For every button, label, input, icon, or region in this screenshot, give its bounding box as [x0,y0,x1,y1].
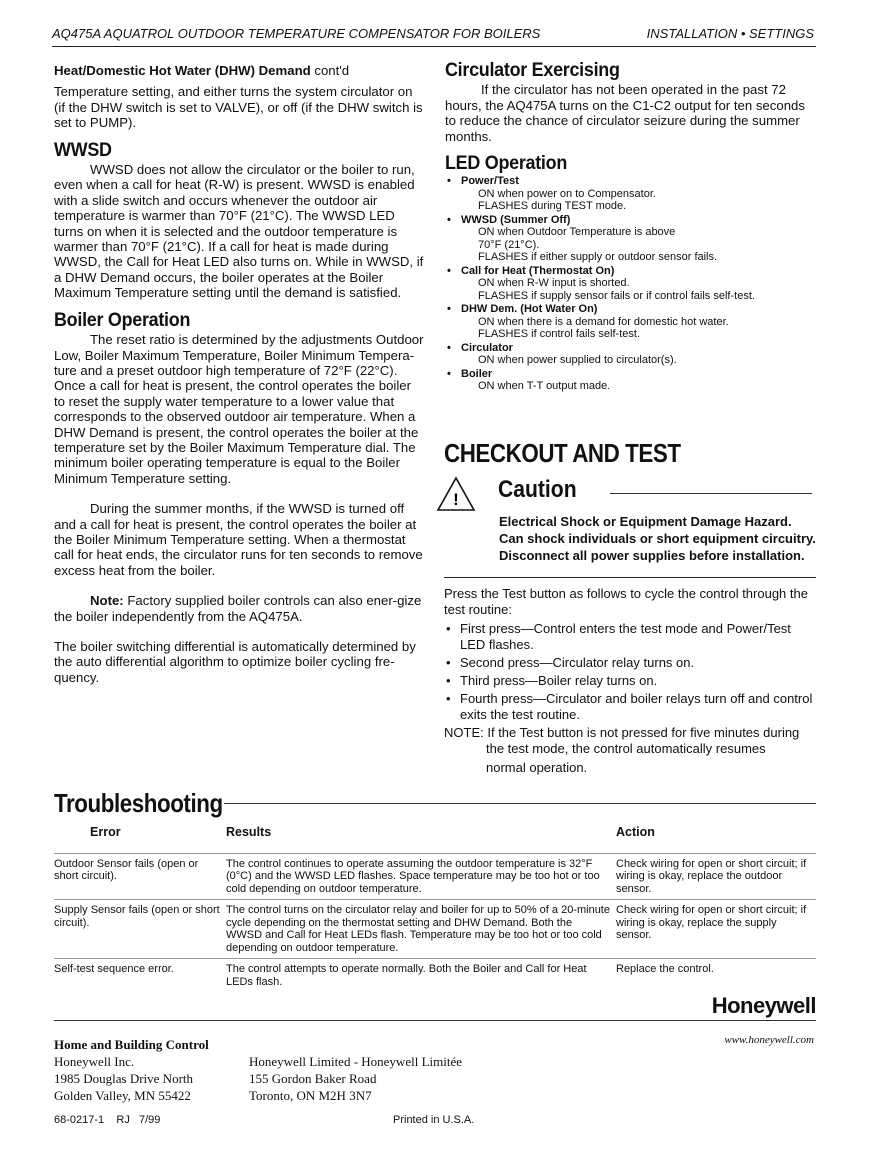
led-label: • DHW Dem. (Hot Water On) [445,303,817,316]
address-line: Golden Valley, MN 55422 [54,1088,191,1103]
led-desc: ON when Outdoor Temperature is above [478,226,676,239]
test-procedure [444,586,816,776]
division-name: Home and Building Control [54,1037,209,1052]
boiler-operation-heading: Boiler Operation [54,308,191,331]
led-operation-heading: LED Operation [445,152,568,175]
table-row [54,853,816,900]
header-title: AQ475A AQUATROL OUTDOOR TEMPERATURE COMPENSATOR FOR BOILERS [52,26,541,41]
led-label: • Call for Heat (Thermostat On) [445,265,817,278]
led-label: • Power/Test [445,175,817,188]
test-step: • First press—Control enters the test mode and Power/Test LED flashes. [444,621,816,653]
troubleshooting-table [54,826,816,992]
address-line: 1985 Douglas Drive North [54,1071,194,1086]
test-step: • Fourth press—Circulator and boiler relays turn off and control exits the test routine. [444,691,816,723]
led-item [445,175,817,213]
differential-paragraph: The boiler switching differential is automatically determined by the auto differential algorithm to optimize boiler cycling fre-quency. [54,639,416,685]
led-list [445,175,817,393]
table-row [54,959,816,993]
address-line: Honeywell Limited - Honeywell Limitée [249,1054,462,1069]
test-note-line: If the Test button is not pressed for five minutes during [487,725,800,740]
test-steps [444,621,816,723]
boiler-paragraph-1: The reset ratio is determined by the adjustments Outdoor Low, Boiler Maximum Temperature, Boiler Minimum Tempera-ture and a preset outdoor high temperature of 72°F (22°C). Once a call for heat is present, the control operates the boiler to reset the supply water temperature to a lower value that corresponds to the observed outdoor air temperature. When a DHW Demand is present, the control operates the boiler at the temperature set by the Boiler Maximum Temperature dial. The minimum boiler operating temperature is equal to the Boiler Minimum Temperature setting. [54,332,424,486]
test-note-line: normal operation. [486,760,588,775]
left-column [54,63,425,697]
canada-address [249,1053,462,1104]
address-line: 155 Gordon Baker Road [249,1071,377,1086]
test-note-label: NOTE: [444,725,484,740]
dhw-paragraph: Temperature setting, and either turns the system circulator on (if the DHW switch is set to VALVE), or off (if the DHW switch is set to PUMP). [54,84,423,131]
action-cell: Check wiring for open or short circuit; if wiring is okay, replace the supply sensor. [616,900,816,959]
troubleshooting-heading: Troubleshooting [54,788,223,818]
results-cell: The control attempts to operate normally. Both the Boiler and Call for Heat LEDs flash. [226,959,616,993]
warning-rule [444,577,816,578]
led-desc: ON when there is a demand for domestic hot water. [478,315,729,328]
test-step: • Third press—Boiler relay turns on. [444,673,816,689]
warning-triangle-icon [436,476,476,512]
error-cell: Self-test sequence error. [54,959,226,993]
document-number: 68-0217-1 RJ 7/99 [54,1114,161,1126]
test-note [444,725,816,776]
caution-symbol: ! [453,490,459,509]
table-row [54,900,816,959]
test-note-line: the test mode, the control automatically resumes [486,741,766,756]
circulator-paragraph: If the circulator has not been operated in the past 72 hours, the AQ475A turns on the C1-C2 output for ten seconds to reduce the chance of circulator seizure during the summer months. [445,82,805,144]
wwsd-heading: WWSD [54,138,112,161]
honeywell-logo: Honeywell [711,993,816,1018]
action-cell: Replace the control. [616,959,816,993]
checkout-heading: CHECKOUT AND TEST [444,438,681,468]
address-line: Honeywell Inc. [54,1054,135,1069]
warning-line: Disconnect all power supplies before installation. [499,548,805,563]
troubleshooting-rule [224,803,816,804]
led-desc: FLASHES if control fails self-test. [478,328,640,341]
led-desc: 70°F (21°C). [478,238,540,251]
led-item [445,342,817,367]
note-text: Factory supplied boiler controls can also ener-gize the boiler independently from the AQ475A. [54,593,422,624]
wwsd-paragraph: WWSD does not allow the circulator or the boiler to run, even when a call for heat (R-W) is present. WWSD is enabled with a slide switch and occurs whenever the outdoor air temperature is warmer than 70°F (21°C). The WWSD LED turns on when it is selected and the outdoor temperature is warmer than 70°F (21°C). If a call for heat is made during WWSD, the Call for Heat LED also turns on. While in WWSD, if a DHW Demand occurs, the boiler operates at the Boiler Maximum Temperature setting until the demand is satisfied. [54,162,424,301]
boiler-paragraph-2: During the summer months, if the WWSD is turned off and a call for heat is present, the control operates the boiler at the Boiler Minimum Temperature setting. When a thermostat call for heat ends, the circulator runs for ten seconds to remove excess heat from the boiler. [54,501,423,578]
footer-rule [54,1020,816,1021]
results-cell: The control turns on the circulator relay and boiler for up to 50% of a 20-minute cycle depending on the thermostat setting and DHW Demand. Both the WWSD and Call for Heat LEDs flash. Temperature may be too hot or too cold depending on outdoor temperature. [226,900,616,959]
led-item [445,303,817,341]
column-header: Results [226,825,272,839]
results-cell: The control continues to operate assuming the outdoor temperature is 32°F (0°C) and the WWSD LED flashes. Space temperature may be too hot or too cold depending on outdoor temperature. [226,853,616,900]
address-line: Toronto, ON M2H 3N7 [249,1088,372,1103]
led-desc: FLASHES if supply sensor fails or if control fails self-test. [478,289,755,302]
caution-title: Caution [498,476,577,503]
column-header: Action [616,825,655,839]
led-desc: FLASHES during TEST mode. [478,200,627,213]
dhw-contd: cont'd [310,63,350,78]
test-intro: Press the Test button as follows to cycle the control through the test routine: [444,586,808,617]
led-desc: ON when power supplied to circulator(s). [478,354,677,367]
warning-line: Electrical Shock or Equipment Damage Hazard. [499,514,792,529]
led-item [445,368,817,393]
test-step: • Second press—Circulator relay turns on. [444,655,816,671]
led-item [445,265,817,303]
caution-rule [610,493,812,494]
header-section: INSTALLATION • SETTINGS [646,26,814,41]
right-column [445,59,817,394]
note-label: Note: [90,593,124,609]
website: www.honeywell.com [724,1034,814,1046]
led-label: • Circulator [445,342,817,355]
warning-text [499,513,829,564]
warning-line: Can shock individuals or short equipment circuitry. [499,531,816,546]
action-cell: Check wiring for open or short circuit; if wiring is okay, replace the outdoor sensor. [616,853,816,900]
printed-in: Printed in U.S.A. [393,1114,475,1126]
led-label: • Boiler [445,368,817,381]
led-desc: ON when R-W input is shorted. [478,277,630,290]
dhw-title: Heat/Domestic Hot Water (DHW) Demand [54,63,311,78]
led-item [445,214,817,264]
led-desc: FLASHES if either supply or outdoor sensor fails. [478,251,718,264]
circulator-exercising-heading: Circulator Exercising [445,59,620,81]
led-label: • WWSD (Summer Off) [445,214,817,227]
led-desc: ON when T-T output made. [478,380,611,393]
column-header: Error [90,825,121,839]
header-rule [52,46,816,47]
error-cell: Supply Sensor fails (open or short circuit). [54,900,226,959]
error-cell: Outdoor Sensor fails (open or short circuit). [54,853,226,900]
led-desc: ON when power on to Compensator. [478,187,656,200]
us-address [54,1036,209,1104]
